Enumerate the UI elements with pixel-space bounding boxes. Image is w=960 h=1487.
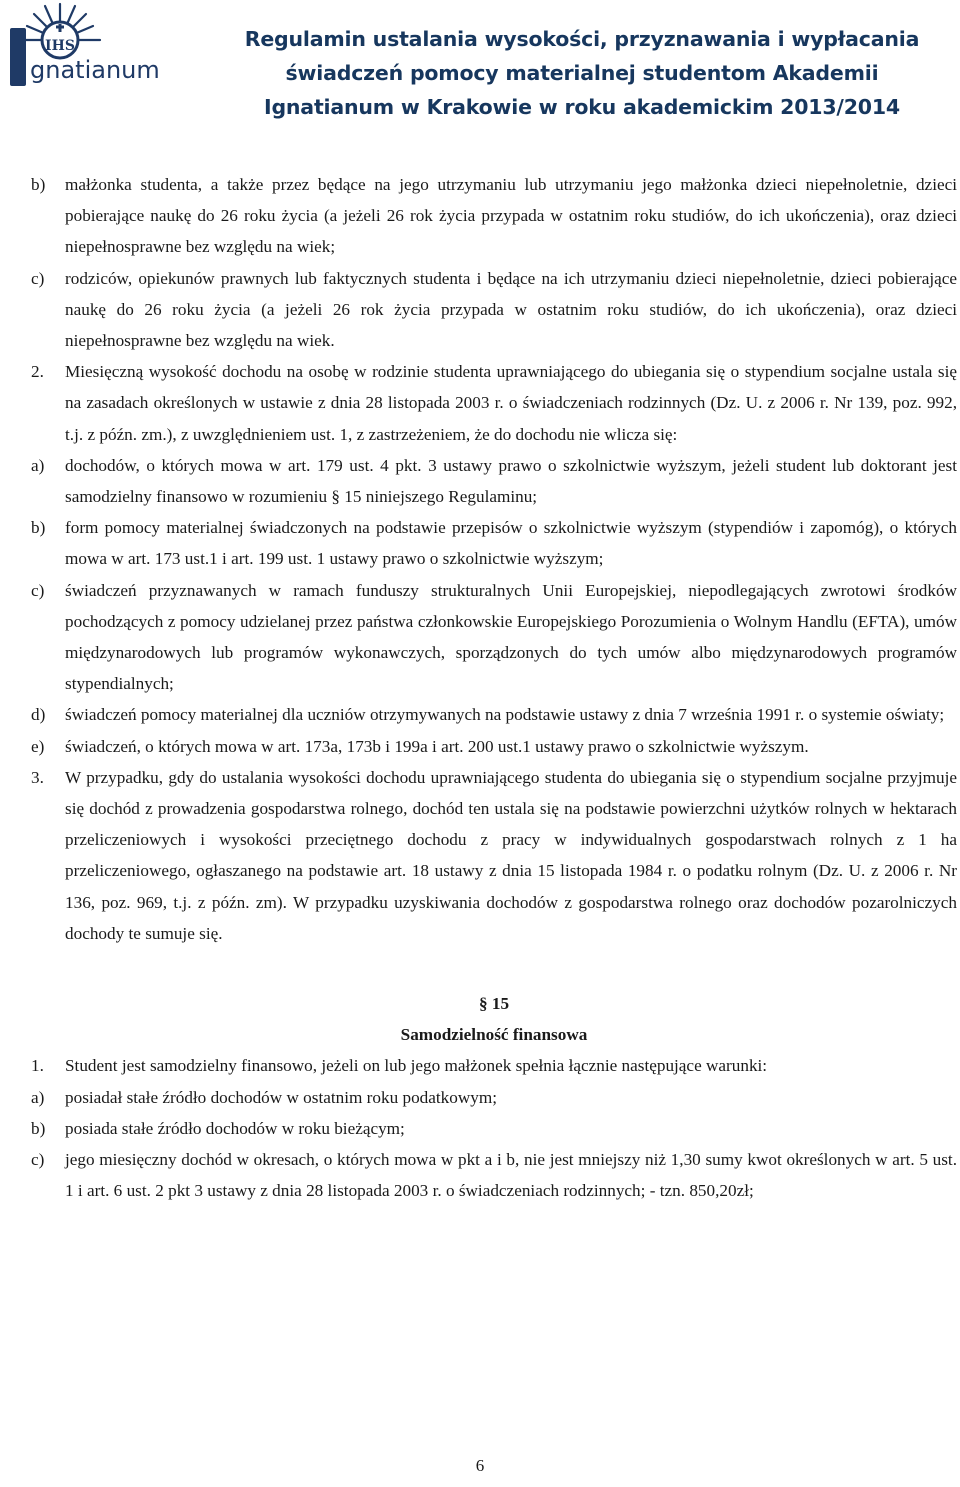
title-line-3: Ignatianum w Krakowie w roku akademickim 2013/2014 bbox=[264, 95, 900, 119]
list-item bbox=[31, 1113, 957, 1144]
ignatianum-logo bbox=[0, 0, 195, 100]
list-item-text: dochodów, o których mowa w art. 179 ust. 4 pkt. 3 ustawy prawo o szkolnictwie wyższym, jeżeli student lub doktorant jest samodzielny finansowo w rozumieniu § 15 niniejszego Regulaminu; bbox=[65, 455, 957, 507]
list-item-text: świadczeń, o których mowa w art. 173a, 173b i 199a i art. 200 ust.1 ustawy prawo o szkolnictwie wyższym. bbox=[65, 736, 809, 756]
list-item bbox=[31, 575, 957, 700]
list-item bbox=[31, 1144, 957, 1206]
title-line-1: Regulamin ustalania wysokości, przyznawania i wypłacania bbox=[244, 27, 920, 51]
list-item-text: Miesięczną wysokość dochodu na osobę w rodzinie studenta uprawniającego do ubiegania się o stypendium socjalne ustala się na zasadach określonych w ustawie z dnia 28 listopada 2003 r. o świadczeniach rodzinnych (Dz. U. z 2006 r. Nr 139, poz. 992, t.j. z późn. zm.), z uwzględnieniem ust. 1, z zastrzeżeniem, że do dochodu nie wlicza się: bbox=[65, 362, 957, 444]
logo-wordmark: gnatianum bbox=[30, 56, 160, 84]
list-marker: c) bbox=[31, 580, 45, 600]
list-marker: b) bbox=[31, 518, 46, 538]
title-line-2: świadczeń pomocy materialnej studentom Akademii bbox=[285, 61, 879, 85]
list-item bbox=[31, 450, 957, 512]
list-marker: c) bbox=[31, 268, 45, 288]
list-item-text: rodziców, opiekunów prawnych lub faktycznych studenta i będące na ich utrzymaniu dzieci niepełnoletnie, dzieci pobierające naukę do 26 roku życia (a jeżeli 26 rok życia przypada w ostatnim roku studiów, do ich ukończenia), oraz dzieci niepełnosprawne bez względu na wiek. bbox=[65, 268, 957, 351]
list-marker: e) bbox=[31, 736, 45, 756]
list-marker: 1. bbox=[31, 1056, 44, 1076]
list-marker: 2. bbox=[31, 362, 44, 382]
list-item bbox=[31, 512, 957, 574]
list-item-text: świadczeń przyznawanych w ramach funduszy strukturalnych Unii Europejskiej, niepodlegających zwrotowi środków pochodzących z pomocy udzielanej przez państwa członkowskie Europejskiego Porozumienia o Wolnym Handlu (EFTA), umów międzynarodowych lub programów wykonawczych, sporządzonych do tych umów albo międzynarodowych programów stypendialnych; bbox=[65, 580, 957, 694]
list-marker: a) bbox=[31, 455, 45, 475]
list-item bbox=[31, 731, 957, 762]
section-number: 15 bbox=[491, 994, 510, 1014]
list-item-text: małżonka studenta, a także przez będące na jego utrzymaniu lub utrzymaniu jego małżonka dzieci niepełnoletnie, dzieci pobierające naukę do 26 roku życia (a jeżeli 26 rok życia przypada w ostatnim roku studiów, do ich ukończenia), oraz dzieci niepełnosprawne bez względu na wiek; bbox=[65, 175, 957, 257]
list-item-text: jego miesięczny dochód w okresach, o których mowa w pkt a i b, nie jest mniejszy niż 1,30 sumy kwot określonych w art. 5 ust. 1 i art. 6 ust. 2 pkt 3 ustawy z dnia 28 listopada 2003 r. o świadczeniach rodzinnych; - tzn. 850,20zł; bbox=[65, 1150, 957, 1201]
list-item bbox=[31, 169, 957, 263]
list-marker: 3. bbox=[31, 767, 44, 787]
list-item bbox=[31, 356, 957, 450]
list-marker: c) bbox=[31, 1150, 45, 1170]
list-item-text: posiada stałe źródło dochodów w roku bieżącym; bbox=[65, 1118, 405, 1138]
list-item-text: świadczeń pomocy materialnej dla uczniów otrzymywanych na podstawie ustawy z dnia 7 września 1991 r. o systemie oświaty; bbox=[65, 705, 945, 725]
logo-ihs: IHS bbox=[45, 38, 75, 54]
list-marker: d) bbox=[31, 705, 46, 725]
page-number: 6 bbox=[475, 1456, 485, 1475]
list-marker: a) bbox=[31, 1087, 45, 1107]
list-item bbox=[31, 263, 957, 357]
list-item bbox=[31, 1050, 957, 1081]
section-symbol: § bbox=[478, 994, 488, 1014]
list-marker: b) bbox=[31, 175, 46, 194]
document-title bbox=[212, 22, 952, 124]
list-marker: b) bbox=[31, 1118, 46, 1138]
list-item-text: form pomocy materialnej świadczonych na podstawie przepisów o szkolnictwie wyższym (stypendiów i zapomóg), o których mowa w art. 173 ust.1 i art. 199 ust. 1 ustawy prawo o szkolnictwie wyższym; bbox=[65, 518, 957, 569]
list-item-text: posiadał stałe źródło dochodów w ostatnim roku podatkowym; bbox=[65, 1087, 498, 1107]
section-heading bbox=[31, 988, 957, 1019]
page-header bbox=[0, 0, 960, 130]
list-item-text: Student jest samodzielny finansowo, jeżeli on lub jego małżonek spełnia łącznie następujące warunki: bbox=[65, 1056, 768, 1076]
document-body bbox=[31, 169, 957, 1207]
list-item-text: W przypadku, gdy do ustalania wysokości dochodu uprawniającego studenta do ubiegania się o stypendium socjalne przyjmuje się dochód z prowadzenia gospodarstwa rolnego, dochód ten ustala się na podstawie powierzchni użytków rolnych w hektarach przeliczeniowych i wysokości przeciętnego dochodu z pracy w indywidualnych gospodarstwach rolnych z 1 ha przeliczeniowego, ogłaszanego na podstawie art. 18 ustawy z dnia 15 listopada 1984 r. o podatku rolnym (Dz. U. z 2006 r. Nr 136, poz. 969, t.j. z późn. zm). W przypadku uzyskiwania dochodów z gospodarstwa rolnego oraz dochodów pozarolniczych dochody te sumuje się. bbox=[65, 767, 957, 943]
list-item bbox=[31, 699, 957, 730]
section-title: Samodzielność finansowa bbox=[400, 1025, 588, 1045]
list-item bbox=[31, 1082, 957, 1113]
list-item bbox=[31, 762, 957, 949]
